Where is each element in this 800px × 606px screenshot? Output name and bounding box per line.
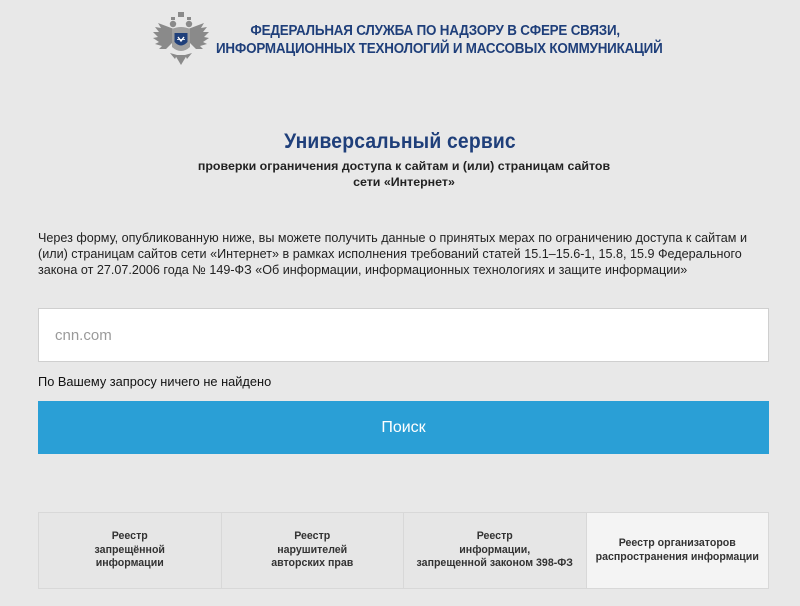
registry-tabs xyxy=(38,512,769,589)
registry-tab-info-distributors[interactable] xyxy=(587,513,769,588)
agency-name xyxy=(216,22,663,58)
service-description: Через форму, опубликованную ниже, вы можете получить данные о принятых мерах по ограничению доступа к сайтам и (или) страницам сайтов сети «Интернет» в рамках исполнения требований статей 15.1–15.6-1, 15.8, 15.9 Федерального закона от 27.07.2006 года № 149-ФЗ «Об информации, информационных технологиях и защите информации» xyxy=(38,231,747,277)
registry-tab-label: Реестр xyxy=(476,530,513,543)
registry-tab-prohibited-info[interactable] xyxy=(39,513,222,588)
double-headed-eagle-emblem-icon[interactable] xyxy=(150,9,212,71)
agency-name-line1: ФЕДЕРАЛЬНАЯ СЛУЖБА ПО НАДЗОРУ В СФЕРЕ СВЯЗИ, xyxy=(250,23,620,39)
page-title: Универсальный сервис xyxy=(284,130,516,153)
page-subtitle-line1: проверки ограничения доступа к сайтам и (или) страницам сайтов xyxy=(197,159,611,173)
registry-tab-label: Реестр xyxy=(294,530,331,543)
site-header xyxy=(150,8,696,72)
registry-tab-label: информации xyxy=(95,557,164,570)
page-subtitle xyxy=(0,158,800,190)
registry-tab-label: запрещенной законом 398-ФЗ xyxy=(416,557,573,570)
page-subtitle-line2: сети «Интернет» xyxy=(353,175,455,189)
registry-tab-label: распространения информации xyxy=(595,550,759,563)
registry-tab-label: нарушителей xyxy=(277,543,348,556)
registry-tab-label: Реестр организаторов xyxy=(618,537,736,549)
registry-tab-copyright-violators[interactable] xyxy=(222,513,405,588)
registry-tab-label: Реестр xyxy=(111,530,148,543)
registry-tab-label: авторских прав xyxy=(271,557,354,570)
registry-tab-law-398fz[interactable] xyxy=(404,513,587,588)
search-button[interactable]: Поиск xyxy=(38,401,769,454)
registry-tab-label: информации, xyxy=(459,543,531,556)
registry-tab-label: запрещённой xyxy=(94,543,165,556)
search-input[interactable] xyxy=(38,308,769,362)
search-result-message: По Вашему запросу ничего не найдено xyxy=(38,374,272,389)
agency-name-line2: ИНФОРМАЦИОННЫХ ТЕХНОЛОГИЙ И МАССОВЫХ КОММУНИКАЦИЙ xyxy=(216,41,663,57)
